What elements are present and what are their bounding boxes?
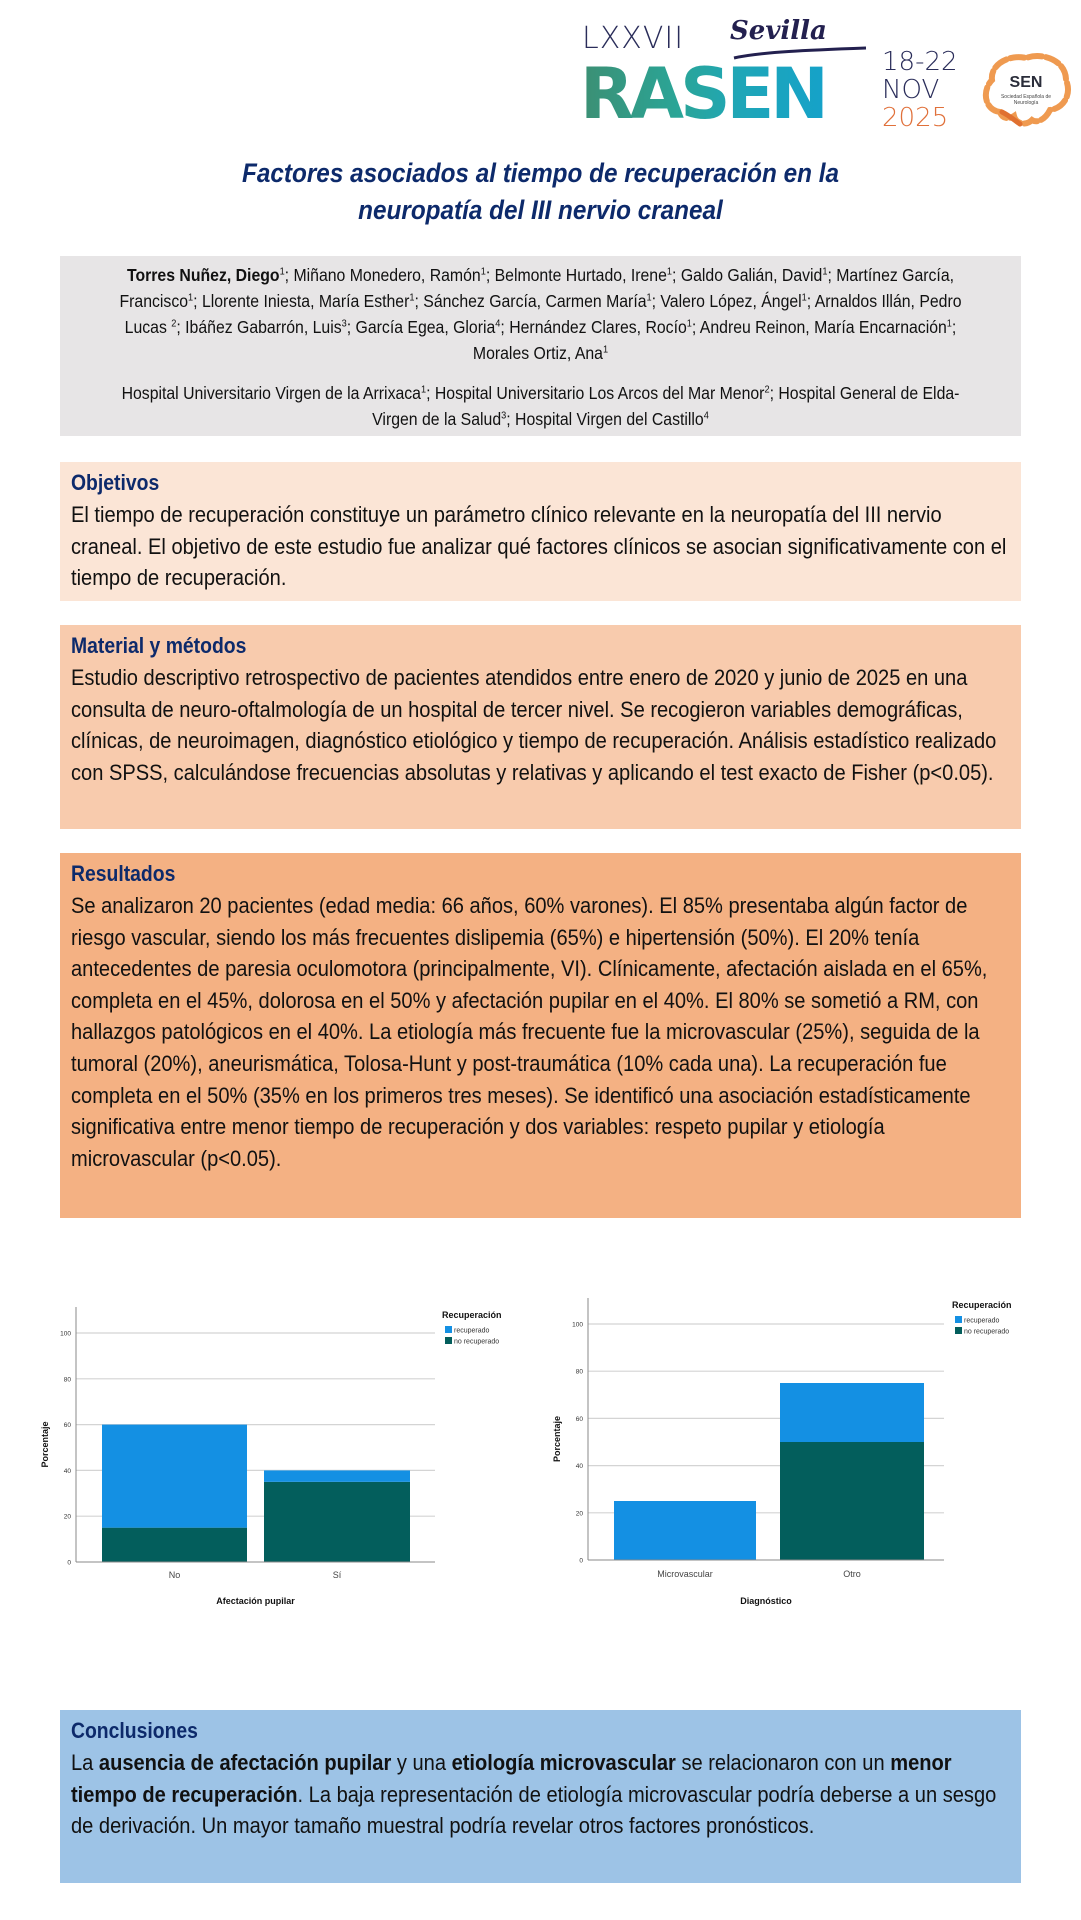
x-axis-label: Afectación pupilar: [216, 1596, 295, 1606]
y-tick-label: 60: [575, 1415, 583, 1423]
y-tick-label: 0: [579, 1557, 583, 1565]
affiliation-number: 1: [801, 292, 807, 304]
affiliation-number: 1: [188, 292, 194, 304]
emphasis-text: menor tiempo de recuperación: [71, 1750, 952, 1807]
y-tick-label: 20: [575, 1510, 583, 1518]
bar-no-recuperado-0: [102, 1528, 247, 1562]
affiliation-number: 1: [279, 266, 285, 278]
separator: ;: [806, 291, 815, 311]
stacked-bar-chart-pupilar: [30, 1300, 530, 1620]
legend-entry: no recuperado: [454, 1338, 500, 1346]
separator: ;: [691, 317, 700, 337]
affiliation-number: 4: [495, 318, 501, 330]
authors-box: [60, 256, 1021, 436]
separator: ;: [284, 265, 294, 285]
hospital-name: Hospital General de Elda-Virgen de la Salud: [372, 383, 960, 429]
chart-legend: [442, 1310, 502, 1346]
separator: ;: [951, 317, 957, 337]
affiliation-number: 1: [686, 318, 692, 330]
section-resultados: [60, 853, 1021, 1218]
bar-no-recuperado-1: [780, 1442, 924, 1560]
affiliation-number: 4: [703, 410, 709, 422]
body-text: se relacionaron con un: [675, 1750, 891, 1775]
x-tick-label: Microvascular: [657, 1569, 713, 1579]
y-tick-label: 100: [572, 1321, 583, 1329]
body-text: . La baja representación de etiología microvascular podría deberse a un sesgo de derivación. Un mayor tamaño muestral podría revelar otros factores pronósticos.: [71, 1781, 997, 1839]
author-name: Torres Nuñez, Diego: [126, 265, 280, 285]
author-name: Hernández Clares, Rocío: [509, 317, 687, 337]
legend-swatch-recuperado: [445, 1326, 452, 1333]
section-material-metodos: [60, 625, 1021, 829]
y-tick-label: 0: [67, 1559, 71, 1567]
rasen-congress-logo: [580, 14, 958, 135]
y-axis-label: Porcentaje: [552, 1415, 562, 1463]
sen-acronym: SEN: [1009, 74, 1043, 91]
hospital-name: Hospital Universitario Virgen de la Arrixaca: [121, 383, 421, 403]
affiliation-number: 1: [822, 266, 828, 278]
y-tick-label: 60: [63, 1422, 71, 1430]
separator: ;: [426, 383, 435, 403]
section-objetivos: [60, 462, 1021, 601]
chart-diagnostico: [540, 1290, 1081, 1625]
separator: ;: [346, 317, 356, 337]
affiliation-list: [111, 380, 969, 432]
congress-edition: LXXVII: [582, 21, 685, 56]
separator: ;: [193, 291, 202, 311]
separator: ;: [672, 265, 681, 285]
affiliation-number: 2: [171, 318, 177, 330]
congress-days: 18-22: [882, 47, 958, 77]
title-line-2: neuropatía del III nervio craneal: [358, 195, 723, 225]
bar-no-recuperado-1: [264, 1482, 410, 1562]
legend-entry: recuperado: [454, 1327, 490, 1335]
poster-title: [108, 155, 973, 229]
congress-month: NOV: [882, 75, 940, 105]
separator: ;: [827, 265, 837, 285]
affiliation-number: 1: [666, 266, 673, 278]
legend-swatch-no-recuperado: [955, 1327, 962, 1334]
author-name: Galdo Galián, David: [680, 265, 823, 285]
hospital-name: Hospital Universitario Los Arcos del Mar Menor: [434, 383, 765, 403]
author-name: Martínez García, Francisco: [119, 265, 955, 311]
y-axis-label: Porcentaje: [40, 1421, 50, 1468]
affiliation-number: 3: [501, 410, 507, 422]
author-name: Arnaldos Illán, Pedro Lucas: [124, 291, 962, 337]
author-name: Morales Ortiz, Ana: [472, 343, 603, 363]
section-heading: Objetivos: [71, 470, 160, 495]
separator: ;: [176, 317, 186, 337]
x-axis-label: Diagnóstico: [740, 1596, 792, 1606]
affiliation-number: 1: [646, 292, 652, 304]
congress-city: Sevilla: [730, 16, 827, 46]
y-tick-label: 40: [63, 1467, 71, 1475]
separator: ;: [414, 291, 424, 311]
x-tick-label: No: [168, 1570, 181, 1580]
separator: ;: [506, 409, 516, 429]
author-name: Sánchez García, Carmen María: [423, 291, 647, 311]
affiliation-number: 1: [602, 344, 609, 356]
emphasis-text: etiología microvascular: [451, 1750, 676, 1775]
legend-entry: no recuperado: [964, 1328, 1010, 1336]
affiliation-number: 3: [341, 318, 347, 330]
sen-full-name: Sociedad Española de Neurología: [1000, 94, 1052, 106]
separator: ;: [500, 317, 510, 337]
body-text: y una: [391, 1750, 452, 1775]
congress-year: 2025: [882, 103, 949, 133]
author-name: Valero López, Ángel: [660, 291, 802, 311]
section-body: [71, 1747, 1012, 1842]
stacked-bar-chart-diagnostico: [540, 1290, 1081, 1620]
section-heading: Resultados: [71, 861, 176, 886]
congress-dates: [882, 48, 958, 132]
hospital-name: Hospital Virgen del Castillo: [515, 409, 704, 429]
section-conclusiones: [60, 1710, 1021, 1883]
author-name: García Egea, Gloria: [355, 317, 496, 337]
legend-title: Recuperación: [442, 1310, 502, 1320]
separator: ;: [769, 383, 779, 403]
title-line-1: Factores asociados al tiempo de recuperación en la: [242, 158, 839, 188]
chart-legend: [952, 1300, 1012, 1336]
x-tick-label: Otro: [843, 1569, 861, 1579]
congress-name: RASEN: [580, 53, 825, 135]
emphasis-text: ausencia de afectación pupilar: [98, 1750, 392, 1775]
chart-afectacion-pupilar: [30, 1300, 530, 1625]
bar-recuperado-0: [614, 1501, 756, 1560]
author-name: Llorente Iniesta, María Esther: [201, 291, 410, 311]
legend-swatch-no-recuperado: [445, 1337, 452, 1344]
bar-recuperado-0: [102, 1425, 247, 1528]
y-tick-label: 80: [575, 1368, 583, 1376]
y-tick-label: 40: [575, 1463, 583, 1471]
section-heading: Conclusiones: [71, 1718, 198, 1743]
author-name: Andreu Reinon, María Encarnación: [699, 317, 947, 337]
bar-recuperado-1: [780, 1383, 924, 1442]
bar-recuperado-1: [264, 1470, 410, 1481]
separator: ;: [485, 265, 495, 285]
legend-swatch-recuperado: [955, 1316, 962, 1323]
affiliation-number: 1: [420, 384, 427, 396]
y-tick-label: 80: [63, 1376, 71, 1384]
affiliation-number: 1: [946, 318, 952, 330]
author-name: Belmonte Hurtado, Irene: [494, 265, 667, 285]
affiliation-number: 1: [409, 292, 415, 304]
section-heading: Material y métodos: [71, 633, 247, 658]
legend-title: Recuperación: [952, 1300, 1012, 1310]
affiliation-number: 2: [764, 384, 770, 396]
sen-society-logo: [980, 50, 1072, 130]
x-tick-label: Sí: [332, 1570, 342, 1580]
body-text: La: [71, 1750, 99, 1775]
y-tick-label: 100: [60, 1330, 71, 1338]
section-body: El tiempo de recuperación constituye un parámetro clínico relevante en la neuropatía del III nervio craneal. El objetivo de este estudio fue analizar qué factores clínicos se asocian significativamente con el tiempo de recuperación.: [71, 502, 1007, 591]
affiliation-number: 1: [480, 266, 486, 278]
separator: ;: [651, 291, 661, 311]
section-body: Estudio descriptivo retrospectivo de pacientes atendidos entre enero de 2020 y junio de 2025 en una consulta de neuro-oftalmología de un hospital de tercer nivel. Se recogieron variables demográficas, clínicas, de neuroimagen, diagnóstico etiológico y tiempo de recuperación. Análisis estadístico realizado con SPSS, calculándose frecuencias absolutas y relativas y aplicando el test exacto de Fisher (p<0.05).: [71, 665, 997, 785]
author-list: [111, 262, 969, 366]
legend-entry: recuperado: [964, 1317, 1000, 1325]
author-name: Miñano Monedero, Ramón: [293, 265, 481, 285]
y-tick-label: 20: [63, 1513, 71, 1521]
section-body: Se analizaron 20 pacientes (edad media: 66 años, 60% varones). El 85% presentaba algún factor de riesgo vascular, siendo los más frecuentes dislipemia (65%) e hipertensión (50%). El 20% tenía antecedentes de paresia oculomotora (principalmente, VI). Clínicamente, afectación aislada en el 65%, completa en el 45%, dolorosa en el 50% y afectación pupilar en el 40%. El 80% se sometió a RM, con hallazgos patológicos en el 40%. La etiología más frecuente fue la microvascular (25%), seguida de la tumoral (20%), aneurismática, Tolosa-Hunt y post-traumática (10% cada una). La recuperación fue completa en el 50% (35% en los primeros tres meses). Se identificó una asociación estadísticamente significativa entre menor tiempo de recuperación y dos variables: respeto pupilar y etiología microvascular (p<0.05).: [71, 893, 988, 1171]
author-name: Ibáñez Gabarrón, Luis: [185, 317, 342, 337]
